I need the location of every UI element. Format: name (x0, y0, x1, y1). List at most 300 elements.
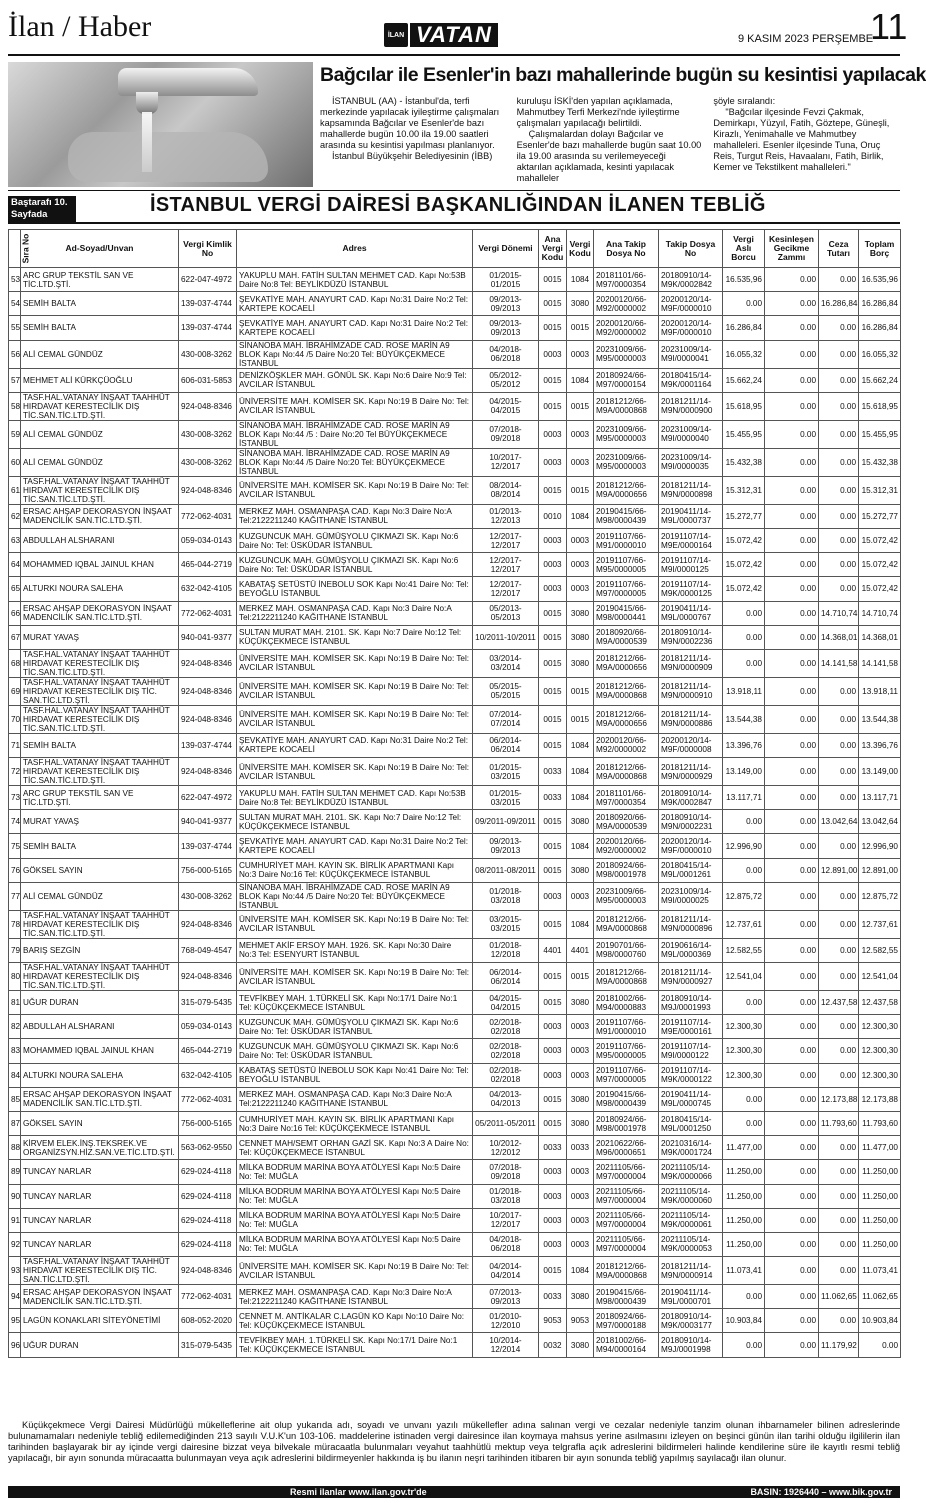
tax-period-cell: 01/2018-03/2018 (473, 1184, 539, 1208)
main-tax-code-cell: 0015 (539, 649, 567, 677)
penalty-cell: 0.00 (819, 733, 859, 757)
tax-id-cell: 924-048-8346 (179, 963, 237, 991)
file-no-cell: 20181211/14-M9N/0000896 (659, 910, 723, 938)
row-number-cell: 68 (9, 649, 21, 677)
address-cell: ÜNİVERSİTE MAH. KOMİSER SK. Kapı No:19 B Daire No: Tel: AVCILAR İSTANBUL (237, 963, 473, 991)
penalty-cell: 0.00 (819, 316, 859, 340)
main-tax-code-cell: 0015 (539, 476, 567, 504)
tax-period-cell: 05/2015-05/2015 (473, 677, 539, 705)
principal-debt-cell: 15.455,95 (723, 420, 765, 448)
file-no-cell: 20231009/14-M9I/0000040 (659, 420, 723, 448)
total-debt-cell: 11.477,00 (859, 1136, 901, 1160)
row-number-cell: 56 (9, 340, 21, 368)
table-row (9, 1285, 901, 1309)
principal-debt-cell: 11.250,00 (723, 1160, 765, 1184)
address-cell: MİLKA BODRUM MARİNA BOYA ATÖLYESİ Kapı No:5 Daire No: Tel: MUĞLA (237, 1208, 473, 1232)
tax-period-cell: 07/2018-09/2018 (473, 1160, 539, 1184)
address-cell: ÜNİVERSİTE MAH. KOMİSER SK. Kapı No:19 B Daire No: Tel: AVCILAR İSTANBUL (237, 476, 473, 504)
tax-period-cell: 10/2012-12/2012 (473, 1136, 539, 1160)
principal-debt-cell: 16.286,84 (723, 316, 765, 340)
taxpayer-name-cell: ALİ CEMAL GÜNDÜZ (21, 420, 179, 448)
table-row (9, 1160, 901, 1184)
tax-code-cell: 1084 (567, 268, 594, 292)
file-no-cell: 20180910/14-M9K/0003177 (659, 1309, 723, 1333)
taxpayer-name-cell: SEMİH BALTA (21, 733, 179, 757)
taxpayer-name-cell: TASF.HAL.VATANAY İNŞAAT TAAHHÜT HIRDAVAT KERESTECİLİK DIŞ TİC.SAN.TİC.LTD.ŞTİ. (21, 758, 179, 786)
main-tax-code-cell: 0015 (539, 858, 567, 882)
tax-code-cell: 0015 (567, 476, 594, 504)
table-row (9, 1087, 901, 1111)
table-row (9, 577, 901, 601)
tax-id-cell: 608-052-2020 (179, 1309, 237, 1333)
table-row (9, 553, 901, 577)
table-row (9, 1333, 901, 1357)
principal-debt-cell: 15.618,95 (723, 392, 765, 420)
total-debt-cell: 14.368,01 (859, 625, 901, 649)
news-article (8, 62, 926, 190)
tax-period-cell: 09/2013-09/2013 (473, 292, 539, 316)
main-tax-code-cell: 0015 (539, 601, 567, 625)
principal-debt-cell: 12.737,61 (723, 910, 765, 938)
total-debt-cell: 12.582,55 (859, 938, 901, 962)
late-fee-cell: 0.00 (765, 1208, 819, 1232)
tax-id-cell: 772-062-4031 (179, 504, 237, 528)
penalty-cell: 14.710,74 (819, 601, 859, 625)
total-debt-cell: 14.710,74 (859, 601, 901, 625)
tax-period-cell: 03/2014-03/2014 (473, 649, 539, 677)
penalty-cell: 0.00 (819, 1309, 859, 1333)
taxpayer-name-cell: MURAT YAVAŞ (21, 810, 179, 834)
taxpayer-name-cell: BARIŞ SEZGİN (21, 938, 179, 962)
news-paragraph: kuruluşu İSKİ'den yapılan açıklamada, Mahmutbey Terfi Merkezi'nde iyileştirme çalışmaları yapılacağı belirtildi. (516, 96, 680, 128)
main-file-no-cell: 20190701/66-M98/0000760 (594, 938, 659, 962)
taxpayer-name-cell: TUNCAY NARLAR (21, 1232, 179, 1256)
address-cell: SİNANOBA MAH. İBRAHİMZADE CAD. ROSE MARİN A9 BLOK Kapı No:44 /5 Daire No:20 Tel: BÜYÜKÇEKMECE İSTANBUL (237, 340, 473, 368)
penalty-cell: 0.00 (819, 758, 859, 786)
tax-id-cell: 430-008-3262 (179, 882, 237, 910)
principal-debt-cell: 13.918,11 (723, 677, 765, 705)
table-row (9, 882, 901, 910)
late-fee-cell: 0.00 (765, 1309, 819, 1333)
tax-id-cell: 059-034-0143 (179, 1015, 237, 1039)
principal-debt-cell: 0.00 (723, 625, 765, 649)
total-debt-cell: 15.662,24 (859, 368, 901, 392)
table-row (9, 834, 901, 858)
penalty-cell: 0.00 (819, 420, 859, 448)
main-file-no-cell: 20211105/66-M97/0000004 (594, 1208, 659, 1232)
late-fee-cell: 0.00 (765, 810, 819, 834)
tax-code-cell: 0003 (567, 1208, 594, 1232)
principal-debt-cell: 16.055,32 (723, 340, 765, 368)
late-fee-cell: 0.00 (765, 786, 819, 810)
penalty-cell: 0.00 (819, 910, 859, 938)
taxpayer-name-cell: KİRVEM ELEK.İNŞ.TEKSREK.VE ORGANİZSYN.HİZ.SAN.VE.TİC.LTD.ŞTİ. (21, 1136, 179, 1160)
penalty-cell: 12.891,00 (819, 858, 859, 882)
taxpayer-name-cell: MOHAMMED IQBAL JAINUL KHAN (21, 553, 179, 577)
taxpayer-name-cell: MURAT YAVAŞ (21, 625, 179, 649)
file-no-cell: 20181211/14-M9N/0000914 (659, 1257, 723, 1285)
tax-code-cell: 1084 (567, 834, 594, 858)
table-row (9, 340, 901, 368)
late-fee-cell: 0.00 (765, 938, 819, 962)
table-row (9, 910, 901, 938)
tax-id-cell: 606-031-5853 (179, 368, 237, 392)
address-cell: MERKEZ MAH. OSMANPAŞA CAD. Kapı No:3 Daire No:A Tel:2122211240 KAĞITHANE İSTANBUL (237, 1087, 473, 1111)
tax-code-cell: 3080 (567, 858, 594, 882)
row-number-cell: 64 (9, 553, 21, 577)
row-number-cell: 62 (9, 504, 21, 528)
column-header-label: Sıra No (20, 233, 31, 264)
taxpayer-name-cell: TASF.HAL.VATANAY İNŞAAT TAAHHÜT HIRDAVAT KERESTECİLİK DIŞ TİC.SAN.TİC.LTD.ŞTİ. (21, 649, 179, 677)
penalty-cell: 0.00 (819, 1184, 859, 1208)
tax-period-cell: 04/2018-06/2018 (473, 340, 539, 368)
tax-id-cell: 059-034-0143 (179, 528, 237, 552)
main-tax-code-cell: 0003 (539, 1015, 567, 1039)
footer-bar (8, 1486, 900, 1498)
column-header: Adres (237, 230, 473, 268)
total-debt-cell: 0.00 (859, 1333, 901, 1357)
penalty-cell: 0.00 (819, 1063, 859, 1087)
tax-period-cell: 10/2011-10/2011 (473, 625, 539, 649)
tax-id-cell: 563-062-9550 (179, 1136, 237, 1160)
row-number-cell: 67 (9, 625, 21, 649)
row-number-cell: 95 (9, 1309, 21, 1333)
file-no-cell: 20180415/14-M9L/0001261 (659, 858, 723, 882)
taxpayer-name-cell: TASF.HAL.VATANAY İNŞAAT TAAHHÜT HIRDAVAT KERESTECİLİK DIŞ TİC.SAN.TİC.LTD.ŞTİ. (21, 910, 179, 938)
main-tax-code-cell: 0015 (539, 963, 567, 991)
address-cell: MİLKA BODRUM MARİNA BOYA ATÖLYESİ Kapı No:5 Daire No: Tel: MUĞLA (237, 1160, 473, 1184)
taxpayer-name-cell: SEMİH BALTA (21, 316, 179, 340)
file-no-cell: 20180415/14-M9K/0001164 (659, 368, 723, 392)
late-fee-cell: 0.00 (765, 577, 819, 601)
late-fee-cell: 0.00 (765, 733, 819, 757)
file-no-cell: 20191107/14-M9I/0000122 (659, 1039, 723, 1063)
tax-period-cell: 04/2014-04/2014 (473, 1257, 539, 1285)
tax-code-cell: 0003 (567, 1063, 594, 1087)
hand-shape (68, 132, 268, 182)
tax-id-cell: 768-049-4547 (179, 938, 237, 962)
tax-id-cell: 315-079-5435 (179, 991, 237, 1015)
main-file-no-cell: 20180924/66-M97/0000154 (594, 368, 659, 392)
row-number-cell: 77 (9, 882, 21, 910)
row-number-cell: 71 (9, 733, 21, 757)
principal-debt-cell: 12.300,30 (723, 1015, 765, 1039)
taxpayer-name-cell: LAGÜN KONAKLARI SİTEYÖNETİMİ (21, 1309, 179, 1333)
taxpayer-name-cell: ALTURKI NOURA SALEHA (21, 1063, 179, 1087)
main-file-no-cell: 20191107/66-M95/0000005 (594, 553, 659, 577)
table-row (9, 268, 901, 292)
taxpayer-name-cell: UĞUR DURAN (21, 991, 179, 1015)
tax-id-cell: 924-048-8346 (179, 476, 237, 504)
address-cell: MERKEZ MAH. OSMANPAŞA CAD. Kapı No:3 Daire No:A Tel:2122211240 KAĞITHANE İSTANBUL (237, 1285, 473, 1309)
row-number-cell: 66 (9, 601, 21, 625)
main-file-no-cell: 20180924/66-M98/0001978 (594, 858, 659, 882)
file-no-cell: 20211105/14-M9K/0000060 (659, 1184, 723, 1208)
main-tax-code-cell: 0015 (539, 292, 567, 316)
tax-id-cell: 139-037-4744 (179, 316, 237, 340)
main-tax-code-cell: 0033 (539, 1136, 567, 1160)
tax-code-cell: 0015 (567, 392, 594, 420)
file-no-cell: 20200120/14-M9F/0000010 (659, 316, 723, 340)
table-row (9, 1015, 901, 1039)
tax-id-cell: 756-000-5165 (179, 1111, 237, 1135)
legal-footnote: Küçükçekmece Vergi Dairesi Müdürlüğü mükelleflerine ait olup yukarıda adı, soyadı ve unvanı yazılı mükellefler adına salınan vergi ve cezalar nedeniyle tanzim olunan ihbarnameler bilinen adreslerinde bulunamamaları nedeniyle tebliğ edilemediğinden 213 sayılı V.U.K'un 103-106. maddelerine istinaden vergi dairesince ilan koymaya mahsus yerine asılmasını izleyen on beşinci günün ilan tarihi olduğu ilgililerin ilan tarihinden başlayarak bir ay içinde vergi dairesine bizzat veya bilvekale müracaatla bulunmaları veyahut taahhütlü mektup veya telgrafla açık adreslerini bildirmeleri halinde kendilerine süre ile kayıtlı resmi tebliğ yapılacağı, bir ayın sonunda müracaatta bulunmayan veya açık adreslerini bildirmeyenler hakkında iş bu ilanın neşri tarihinden itibaren bir ayın sonunda tebliğ yapılmış sayılacağı ilan olunur. (8, 1420, 900, 1463)
tax-code-cell: 3080 (567, 1333, 594, 1357)
table-row (9, 963, 901, 991)
penalty-cell: 0.00 (819, 553, 859, 577)
file-no-cell: 20190616/14-M9L/0000369 (659, 938, 723, 962)
address-cell: MEHMET AKİF ERSOY MAH. 1926. SK. Kapı No:30 Daire No:3 Tel: ESENYURT İSTANBUL (237, 938, 473, 962)
file-no-cell: 20191107/14-M9E/0000164 (659, 528, 723, 552)
address-cell: KUZGUNCUK MAH. GÜMÜŞYOLU ÇIKMAZI SK. Kapı No:6 Daire No: Tel: ÜSKÜDAR İSTANBUL (237, 553, 473, 577)
total-debt-cell: 12.996,90 (859, 834, 901, 858)
column-header: Vergi Kodu (567, 230, 594, 268)
taxpayer-name-cell: GÖKSEL SAYIN (21, 858, 179, 882)
main-file-no-cell: 20181212/66-M9A/0000868 (594, 910, 659, 938)
logo-badge-icon: İLAN (384, 23, 408, 47)
penalty-cell: 11.062,65 (819, 1285, 859, 1309)
masthead (0, 0, 907, 56)
address-cell: DENİZKÖŞKLER MAH. GÖNÜL SK. Kapı No:6 Daire No:9 Tel: AVCILAR İSTANBUL (237, 368, 473, 392)
principal-debt-cell: 0.00 (723, 1087, 765, 1111)
total-debt-cell: 15.618,95 (859, 392, 901, 420)
row-number-cell: 76 (9, 858, 21, 882)
row-number-cell: 74 (9, 810, 21, 834)
late-fee-cell: 0.00 (765, 1160, 819, 1184)
address-cell: CENNET MAH/SEMT ORHAN GAZİ SK. Kapı No:3 A Daire No: Tel: KÜÇÜKÇEKMECE İSTANBUL (237, 1136, 473, 1160)
late-fee-cell: 0.00 (765, 910, 819, 938)
row-number-cell: 58 (9, 392, 21, 420)
table-row (9, 292, 901, 316)
tax-id-cell: 924-048-8346 (179, 649, 237, 677)
late-fee-cell: 0.00 (765, 1333, 819, 1357)
address-cell: ŞEVKATİYE MAH. ANAYURT CAD. Kapı No:31 Daire No:2 Tel: KARTEPE KOCAELİ (237, 733, 473, 757)
late-fee-cell: 0.00 (765, 1232, 819, 1256)
row-number-cell: 81 (9, 991, 21, 1015)
row-number-cell: 72 (9, 758, 21, 786)
main-file-no-cell: 20180924/66-M97/0000188 (594, 1309, 659, 1333)
main-file-no-cell: 20191107/66-M97/0000005 (594, 1063, 659, 1087)
table-row (9, 1063, 901, 1087)
main-tax-code-cell: 0003 (539, 340, 567, 368)
tax-id-cell: 632-042-4105 (179, 1063, 237, 1087)
column-header: Kesinleşen Gecikme Zammı (765, 230, 819, 268)
tax-id-cell: 315-079-5435 (179, 1333, 237, 1357)
penalty-cell: 16.286,84 (819, 292, 859, 316)
main-file-no-cell: 20181212/66-M9A/0000868 (594, 677, 659, 705)
tax-period-cell: 09/2011-09/2011 (473, 810, 539, 834)
total-debt-cell: 13.396,76 (859, 733, 901, 757)
footer-right-text: BASIN: 1926440 – www.bik.gov.tr (750, 1487, 892, 1497)
main-tax-code-cell: 0003 (539, 1208, 567, 1232)
total-debt-cell: 16.286,84 (859, 316, 901, 340)
address-cell: ÜNİVERSİTE MAH. KOMİSER SK. Kapı No:19 B Daire No: Tel: AVCILAR İSTANBUL (237, 758, 473, 786)
section-name: İlan / Haber (8, 10, 152, 43)
total-debt-cell: 12.300,30 (859, 1039, 901, 1063)
tax-code-cell: 0003 (567, 1160, 594, 1184)
principal-debt-cell: 13.117,71 (723, 786, 765, 810)
tax-code-cell: 3080 (567, 1285, 594, 1309)
tax-period-cell: 02/2018-02/2018 (473, 1015, 539, 1039)
tax-code-cell: 0015 (567, 705, 594, 733)
main-tax-code-cell: 0032 (539, 1333, 567, 1357)
column-header: Ad-Soyad/Unvan (21, 230, 179, 268)
file-no-cell: 20181211/14-M9N/0000927 (659, 963, 723, 991)
tax-period-cell: 06/2014-06/2014 (473, 733, 539, 757)
total-debt-cell: 11.250,00 (859, 1208, 901, 1232)
tax-period-cell: 01/2013-12/2013 (473, 504, 539, 528)
tax-code-cell: 3080 (567, 991, 594, 1015)
main-file-no-cell: 20181212/66-M9A/0000868 (594, 1257, 659, 1285)
tax-period-cell: 02/2018-02/2018 (473, 1039, 539, 1063)
file-no-cell: 20211105/14-M9K/0000061 (659, 1208, 723, 1232)
tax-period-cell: 06/2014-06/2014 (473, 963, 539, 991)
file-no-cell: 20180910/14-M9N/0002231 (659, 810, 723, 834)
file-no-cell: 20180910/14-M9N/0002236 (659, 625, 723, 649)
address-cell: TEVFİKBEY MAH. 1.TÜRKELİ SK. Kapı No:17/1 Daire No:1 Tel: KÜÇÜKÇEKMECE İSTANBUL (237, 991, 473, 1015)
total-debt-cell: 11.062,65 (859, 1285, 901, 1309)
tax-code-cell: 0003 (567, 553, 594, 577)
top-divider (8, 54, 900, 56)
main-file-no-cell: 20181212/66-M9A/0000656 (594, 705, 659, 733)
tax-id-cell: 772-062-4031 (179, 601, 237, 625)
address-cell: SİNANOBA MAH. İBRAHİMZADE CAD. ROSE MARİN A9 BLOK Kapı No:44 /5 : Daire No:20 Tel BÜYÜKÇEKMECE İSTANBUL (237, 420, 473, 448)
tax-period-cell: 09/2013-09/2013 (473, 316, 539, 340)
tax-period-cell: 05/2012-05/2012 (473, 368, 539, 392)
address-cell: ÜNİVERSİTE MAH. KOMİSER SK. Kapı No:19 B Daire No: Tel: AVCILAR İSTANBUL (237, 677, 473, 705)
main-file-no-cell: 20211105/66-M97/0000004 (594, 1160, 659, 1184)
taxpayer-name-cell: ALTURKI NOURA SALEHA (21, 577, 179, 601)
total-debt-cell: 15.432,38 (859, 448, 901, 476)
total-debt-cell: 15.072,42 (859, 577, 901, 601)
table-row (9, 1039, 901, 1063)
address-cell: ŞEVKATİYE MAH. ANAYURT CAD. Kapı No:31 Daire No:2 Tel: KARTEPE KOCAELİ (237, 834, 473, 858)
tax-code-cell: 3080 (567, 810, 594, 834)
main-file-no-cell: 20181212/66-M9A/0000868 (594, 963, 659, 991)
address-cell: SULTAN MURAT MAH. 2101. SK. Kapı No:7 Daire No:12 Tel: KÜÇÜKÇEKMECE İSTANBUL (237, 810, 473, 834)
tax-code-cell: 3080 (567, 1111, 594, 1135)
late-fee-cell: 0.00 (765, 340, 819, 368)
tax-id-cell: 924-048-8346 (179, 758, 237, 786)
total-debt-cell: 12.437,58 (859, 991, 901, 1015)
table-row (9, 625, 901, 649)
tax-code-cell: 0033 (567, 1136, 594, 1160)
principal-debt-cell: 15.072,42 (723, 577, 765, 601)
tax-period-cell: 01/2015-03/2015 (473, 758, 539, 786)
tax-code-cell: 9053 (567, 1309, 594, 1333)
main-tax-code-cell: 0015 (539, 733, 567, 757)
news-paragraph: "Bağcılar ilçesinde Fevzi Çakmak, Demirkapı, Yüzyıl, Fatih, Göztepe, Güneşli, Kirazlı, Yenimahalle ve Mahmutbey mahalleleri. Esenler ilçesinde Tuna, Oruç Reis, Turgut Reis, Havaalanı, Fatih, Birlik, Kemer ve Tekstilkent mahalleleri." (713, 107, 890, 172)
principal-debt-cell: 12.541,04 (723, 963, 765, 991)
row-number-cell: 90 (9, 1184, 21, 1208)
tax-code-cell: 0003 (567, 340, 594, 368)
row-number-cell: 61 (9, 476, 21, 504)
late-fee-cell: 0.00 (765, 292, 819, 316)
table-row (9, 368, 901, 392)
principal-debt-cell: 12.996,90 (723, 834, 765, 858)
main-file-no-cell: 20211105/66-M97/0000004 (594, 1184, 659, 1208)
file-no-cell: 20191107/14-M9K/0000125 (659, 577, 723, 601)
main-tax-code-cell: 0003 (539, 1160, 567, 1184)
tax-id-cell: 139-037-4744 (179, 834, 237, 858)
tax-period-cell: 05/2011-05/2011 (473, 1111, 539, 1135)
principal-debt-cell: 0.00 (723, 991, 765, 1015)
tax-code-cell: 0003 (567, 882, 594, 910)
table-row (9, 677, 901, 705)
notice-title: İSTANBUL VERGİ DAİRESİ BAŞKANLIĞINDAN İLANEN TEBLİĞ (150, 194, 766, 216)
tax-period-cell: 10/2017-12/2017 (473, 448, 539, 476)
penalty-cell: 12.173,88 (819, 1087, 859, 1111)
tax-id-cell: 632-042-4105 (179, 577, 237, 601)
principal-debt-cell: 11.477,00 (723, 1136, 765, 1160)
table-row (9, 1136, 901, 1160)
tax-code-cell: 4401 (567, 938, 594, 962)
taxpayer-name-cell: ALİ CEMAL GÜNDÜZ (21, 340, 179, 368)
address-cell: KUZGUNCUK MAH. GÜMÜŞYOLU ÇIKMAZI SK. Kapı No:6 Daire No: Tel: ÜSKÜDAR İSTANBUL (237, 528, 473, 552)
row-number-cell: 93 (9, 1257, 21, 1285)
file-no-cell: 20191107/14-M9K/0000122 (659, 1063, 723, 1087)
total-debt-cell: 12.173,88 (859, 1087, 901, 1111)
title-divider (8, 222, 900, 224)
address-cell: KABATAŞ SETÜSTÜ İNEBOLU SOK Kapı No:41 Daire No: Tel: BEYOĞLU İSTANBUL (237, 577, 473, 601)
total-debt-cell: 16.286,84 (859, 292, 901, 316)
tax-code-cell: 0015 (567, 963, 594, 991)
row-number-cell: 75 (9, 834, 21, 858)
news-body (320, 96, 900, 184)
file-no-cell: 20190411/14-M9L/0000737 (659, 504, 723, 528)
main-file-no-cell: 20180924/66-M98/0001978 (594, 1111, 659, 1135)
file-no-cell: 20180910/14-M9J/0001998 (659, 1333, 723, 1357)
main-file-no-cell: 20231009/66-M95/0000003 (594, 882, 659, 910)
table-row (9, 1208, 901, 1232)
principal-debt-cell: 15.272,77 (723, 504, 765, 528)
tax-code-cell: 1084 (567, 504, 594, 528)
principal-debt-cell: 13.149,00 (723, 758, 765, 786)
tax-code-cell: 1084 (567, 733, 594, 757)
late-fee-cell: 0.00 (765, 448, 819, 476)
total-debt-cell: 15.272,77 (859, 504, 901, 528)
faucet-photo (8, 62, 313, 187)
main-file-no-cell: 20181101/66-M97/0000354 (594, 786, 659, 810)
table-row (9, 786, 901, 810)
main-tax-code-cell: 0003 (539, 1039, 567, 1063)
tax-period-cell: 03/2015-03/2015 (473, 910, 539, 938)
taxpayer-name-cell: ERSAC AHŞAP DEKORASYON İNŞAAT MADENCİLİK SAN.TİC.LTD.ŞTİ. (21, 601, 179, 625)
tax-code-cell: 3080 (567, 649, 594, 677)
file-no-cell: 20180415/14-M9L/0001250 (659, 1111, 723, 1135)
penalty-cell: 0.00 (819, 963, 859, 991)
main-file-no-cell: 20181212/66-M9A/0000656 (594, 476, 659, 504)
address-cell: YAKUPLU MAH. FATİH SULTAN MEHMET CAD. Kapı No:53B Daire No:8 Tel: BEYLİKDÜZÜ İSTANBUL (237, 268, 473, 292)
tax-id-cell: 924-048-8346 (179, 677, 237, 705)
main-tax-code-cell: 0015 (539, 1087, 567, 1111)
column-header (9, 230, 31, 268)
penalty-cell: 11.793,60 (819, 1111, 859, 1135)
main-tax-code-cell: 0015 (539, 392, 567, 420)
address-cell: ŞEVKATİYE MAH. ANAYURT CAD. Kapı No:31 Daire No:2 Tel: KARTEPE KOCAELİ (237, 292, 473, 316)
news-paragraph: İSTANBUL (AA) - İstanbul'da, terfi merkezinde yapılacak iyileştirme çalışmaları kapsamında Bağcılar ve Esenler'de bazı mahallerde bugün 10.00 ila 19.00 saatleri arasında su kesintisi yapılması planlanıyor. (320, 96, 500, 150)
principal-debt-cell: 10.903,84 (723, 1309, 765, 1333)
page-number: 11 (870, 6, 908, 47)
late-fee-cell: 0.00 (765, 368, 819, 392)
main-tax-code-cell: 0033 (539, 758, 567, 786)
principal-debt-cell: 0.00 (723, 1333, 765, 1357)
row-number-cell: 89 (9, 1160, 21, 1184)
late-fee-cell: 0.00 (765, 316, 819, 340)
main-tax-code-cell: 0003 (539, 1184, 567, 1208)
file-no-cell: 20191107/14-M9I/0000125 (659, 553, 723, 577)
file-no-cell: 20181211/14-M9N/0000898 (659, 476, 723, 504)
